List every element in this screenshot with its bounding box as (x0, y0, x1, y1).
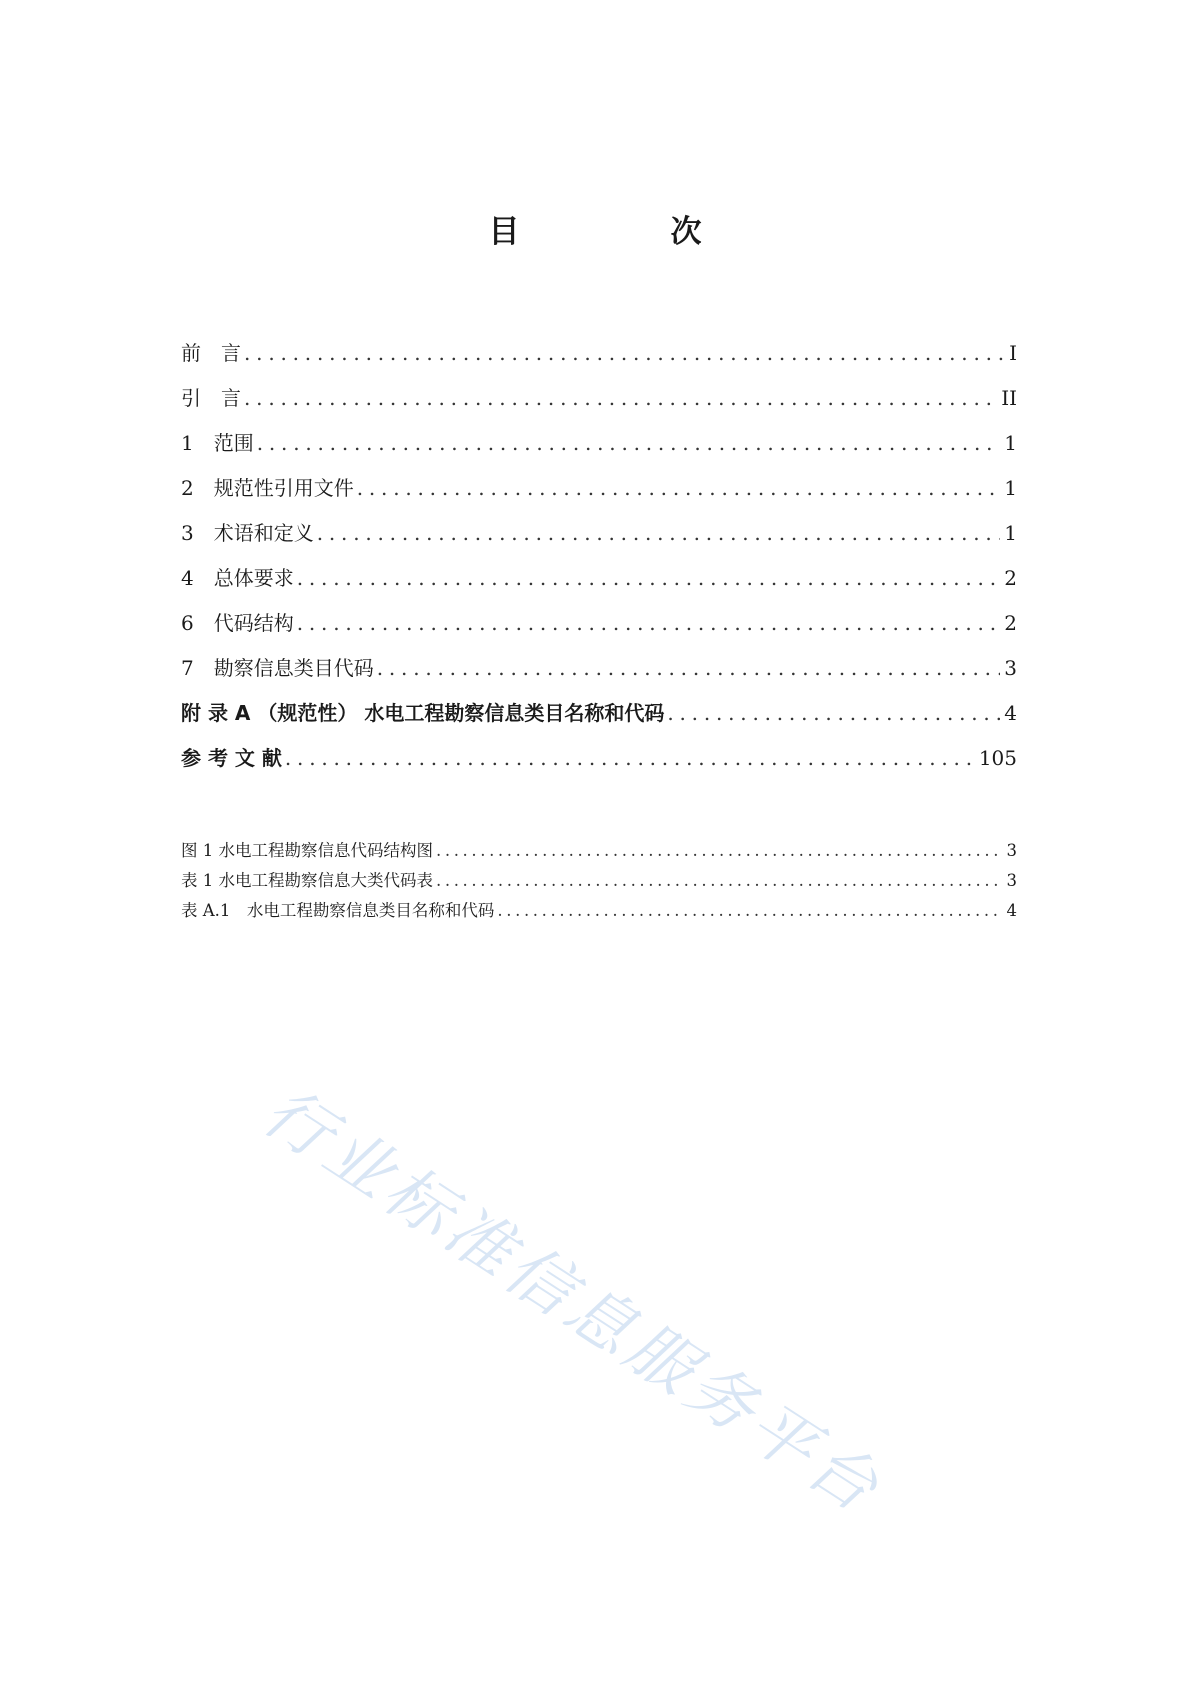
dot-leader (257, 429, 1001, 457)
toc-entry-page: 3 (1006, 841, 1017, 860)
toc-entry-label: 7 勘察信息类目代码 (181, 656, 374, 680)
dot-leader (357, 474, 1001, 502)
toc-entry-page: 3 (1006, 871, 1017, 890)
toc-entry-label: 前 言 (181, 341, 241, 365)
toc-entry-label: 表 A.1 水电工程勘察信息类目名称和代码 (181, 901, 495, 920)
toc-entry-label: 3 术语和定义 (181, 521, 314, 545)
toc-entry-category-codes[interactable] (181, 654, 1017, 682)
toc-entry-introduction[interactable] (181, 384, 1017, 412)
dot-leader (317, 519, 1001, 547)
toc-entry-label: 4 总体要求 (181, 566, 294, 590)
figure-list-entry-figure-1[interactable] (181, 840, 1017, 862)
toc-entry-terms-definitions[interactable] (181, 519, 1017, 547)
toc-entry-foreword[interactable] (181, 339, 1017, 367)
toc-entry-page: 4 (1006, 901, 1017, 920)
toc-entry-label: 附 录 A （规范性） 水电工程勘察信息类目名称和代码 (181, 701, 665, 725)
dot-leader (436, 840, 1003, 862)
toc-entry-code-structure[interactable] (181, 609, 1017, 637)
toc-entry-label: 1 范围 (181, 431, 254, 455)
toc-entry-label: 2 规范性引用文件 (181, 476, 354, 500)
dot-leader (297, 564, 1001, 592)
watermark-text: 行业标准信息服务平台 (249, 1072, 896, 1530)
toc-entry-page: 105 (978, 746, 1017, 770)
toc-entry-label: 6 代码结构 (181, 611, 294, 635)
toc-entry-bibliography[interactable] (181, 744, 1017, 772)
toc-entry-label: 表 1 水电工程勘察信息大类代码表 (181, 871, 433, 890)
toc-entry-label: 参 考 文 献 (181, 746, 282, 770)
dot-leader (497, 900, 1002, 922)
toc-entry-page: 1 (1004, 476, 1017, 500)
dot-leader (667, 699, 1000, 727)
toc-entry-label: 图 1 水电工程勘察信息代码结构图 (181, 841, 433, 860)
figure-list-entry-table-a1[interactable] (181, 900, 1017, 922)
toc-entry-general-requirements[interactable] (181, 564, 1017, 592)
toc-entry-page: 2 (1004, 611, 1017, 635)
dot-leader (436, 870, 1003, 892)
dot-leader (244, 339, 1005, 367)
figure-list-entry-table-1[interactable] (181, 870, 1017, 892)
dot-leader (244, 384, 997, 412)
toc-entry-page: 1 (1004, 521, 1017, 545)
page-title: 目 次 (488, 214, 762, 250)
toc-entry-page: 4 (1004, 701, 1017, 725)
toc-entry-page: 3 (1004, 656, 1017, 680)
dot-leader (377, 654, 1001, 682)
toc-entry-appendix-a[interactable] (181, 699, 1017, 727)
toc-entry-page: 2 (1004, 566, 1017, 590)
toc-entry-page: 1 (1004, 431, 1017, 455)
toc-entry-normative-references[interactable] (181, 474, 1017, 502)
toc-entry-scope[interactable] (181, 429, 1017, 457)
dot-leader (285, 744, 975, 772)
toc-entry-page: II (1001, 386, 1017, 410)
toc-entry-label: 引 言 (181, 386, 241, 410)
toc-entry-page: I (1009, 341, 1017, 365)
dot-leader (297, 609, 1001, 637)
